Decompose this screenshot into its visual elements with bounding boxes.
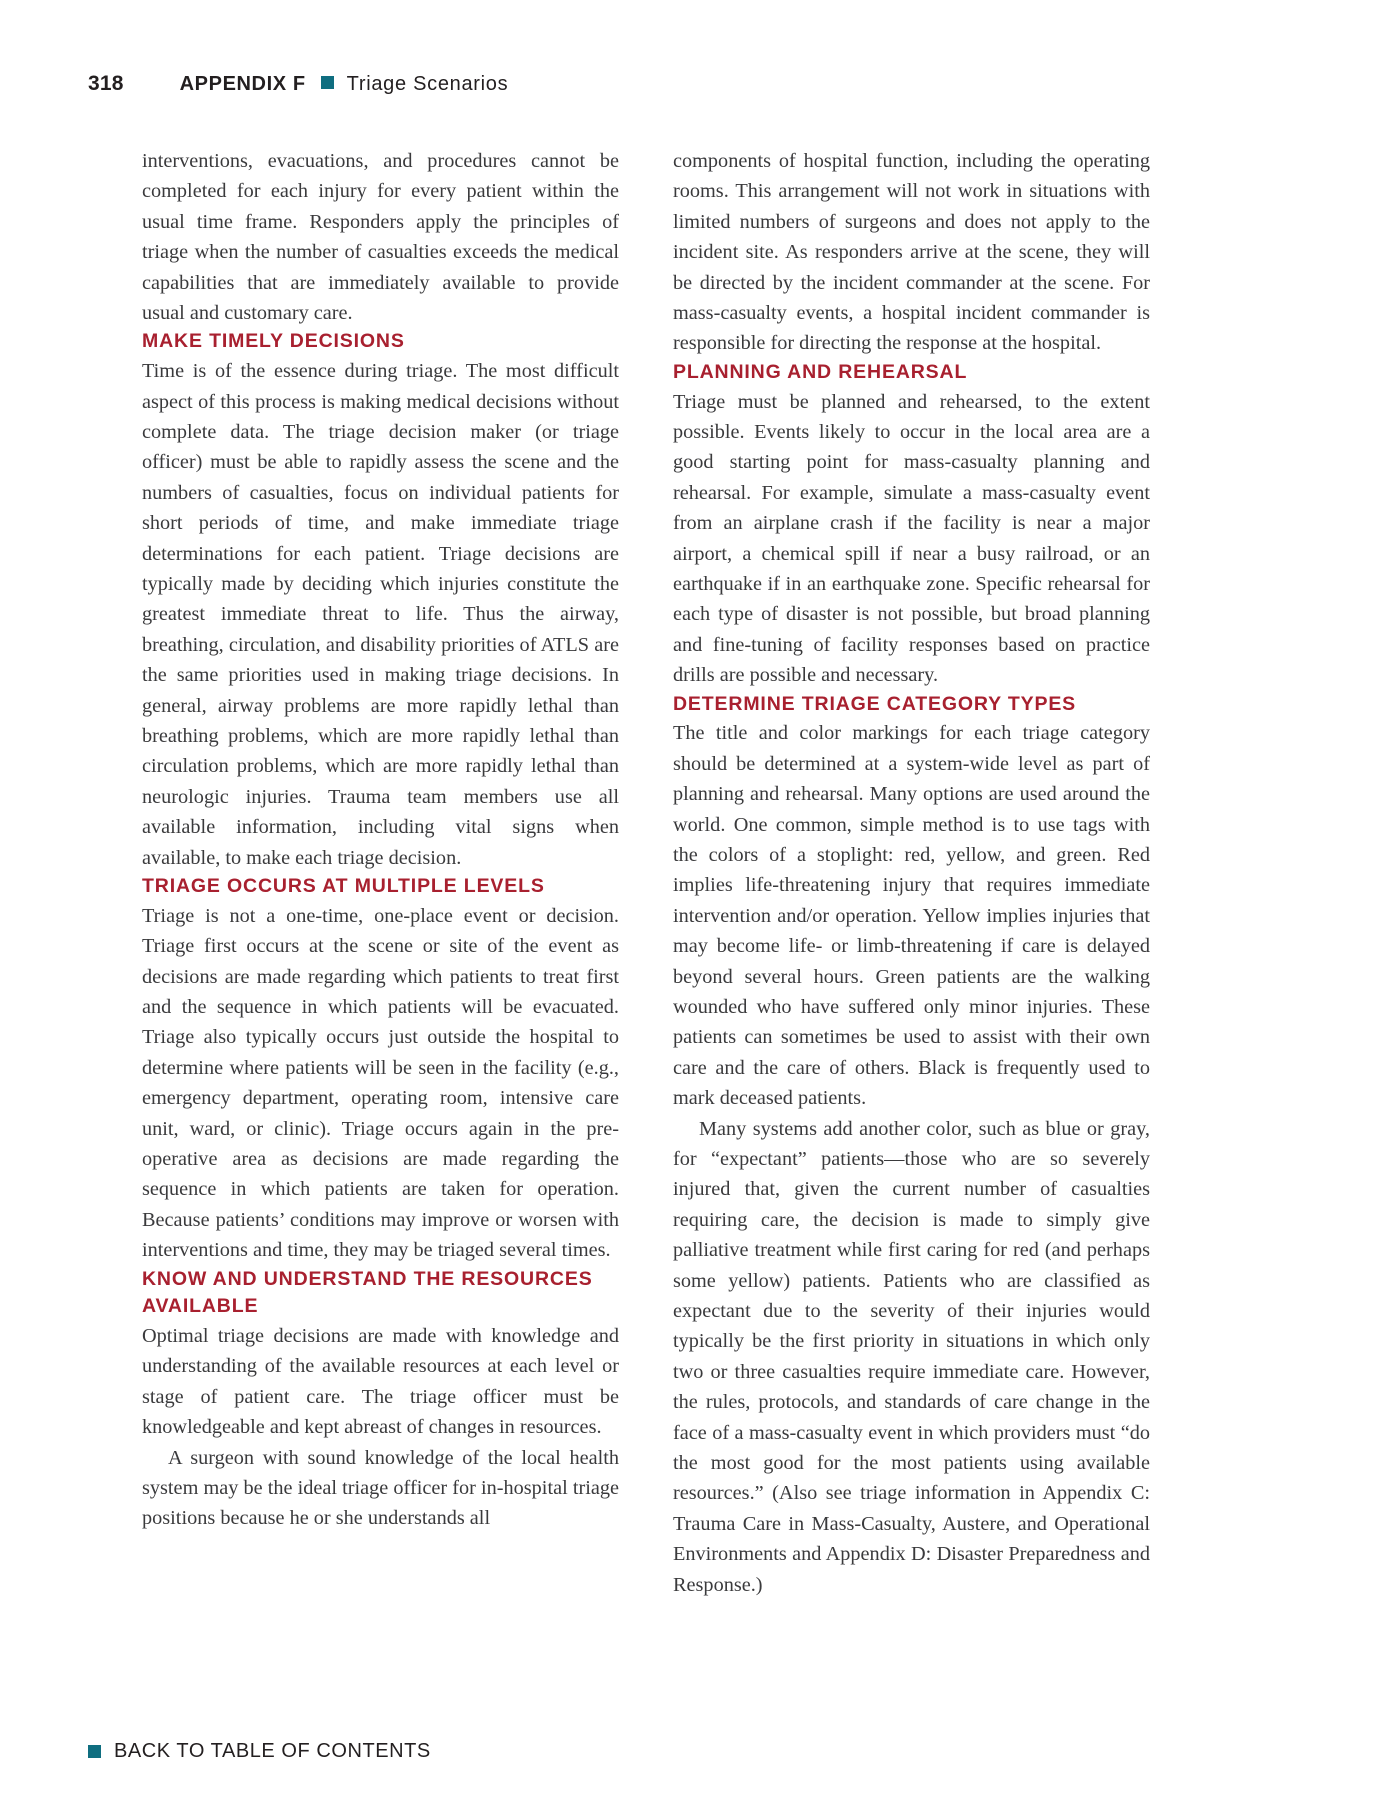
right-column xyxy=(673,146,1150,1600)
paragraph-category-second: Many systems add another color, such as blue or gray, for “expectant” patients—those who are so severely injured that, given the current number of casualties requiring care, the decision is made to simply give palliative treatment while first caring for red (and perhaps some yellow) patients. Patients who are classified as expectant due to the severity of their injuries would typically be the first priority in situations in which only two or three casualties require immediate care. However, the rules, protocols, and standards of care change in the face of a mass-casualty event in which providers must “do the most good for the most patients using available resources.” (Also see triage information in Appendix C: Trauma Care in Mass-Casualty, Austere, and Operational Environments and Appendix D: Disaster Preparedness and Response.) xyxy=(673,1117,1150,1596)
back-to-table-of-contents-link[interactable] xyxy=(88,1740,431,1763)
paragraph-resources-second: A surgeon with sound knowledge of the local health system may be the ideal triage officer for in-hospital triage positions because he or she understands all xyxy=(142,1446,619,1530)
heading-know-resources: KNOW AND UNDERSTAND THE RESOURCES AVAILABLE xyxy=(142,1267,593,1318)
left-column xyxy=(142,146,619,1600)
heading-make-timely-decisions: MAKE TIMELY DECISIONS xyxy=(142,330,405,353)
heading-determine-category: DETERMINE TRIAGE CATEGORY TYPES xyxy=(673,692,1077,715)
running-head xyxy=(88,72,508,96)
paragraph-hospital-function: components of hospital function, including the operating rooms. This arrangement will not work in situations with limited numbers of surgeons and does not apply to the incident site. As responders arrive at the scene, they will be directed by the incident commander at the scene. For mass-casualty events, a hospital incident commander is responsible for directing the response at the hospital. xyxy=(673,150,1150,355)
paragraph-resources-first: Optimal triage decisions are made with knowledge and understanding of the available resources at each level or stage of patient care. The triage officer must be knowledgeable and kept abreast of changes in resources. xyxy=(142,1324,619,1439)
heading-triage-multiple-levels: TRIAGE OCCURS AT MULTIPLE LEVELS xyxy=(142,875,545,898)
running-head-appendix: APPENDIX F xyxy=(179,73,306,95)
heading-planning-rehearsal: PLANNING AND REHEARSAL xyxy=(673,360,968,383)
running-head-title: Triage Scenarios xyxy=(346,73,509,95)
page-number: 318 xyxy=(88,72,124,95)
paragraph-intro: interventions, evacuations, and procedures cannot be completed for each injury for every patient within the usual time frame. Responders apply the principles of triage when the number of casualties exceeds the medical capabilities that are immediately available to provide usual and customary care. xyxy=(142,150,619,325)
paragraph-category-first: The title and color markings for each triage category should be determined at a system-wide level as part of planning and rehearsal. Many options are used around the world. One common, simple method is to use tags with the colors of a stoplight: red, yellow, and green. Red implies life-threatening injury that requires immediate intervention and/or operation. Yellow implies injuries that may become life- or limb-threatening if care is delayed beyond several hours. Green patients are the walking wounded who have suffered only minor injuries. These patients can sometimes be used to assist with their own care and the care of others. Black is frequently used to mark deceased patients. xyxy=(673,722,1150,1110)
teal-square-icon xyxy=(88,1745,101,1758)
footer-label: BACK TO TABLE OF CONTENTS xyxy=(114,1740,431,1762)
two-column-layout xyxy=(142,146,1250,1600)
paragraph-timely-decisions: Time is of the essence during triage. The most difficult aspect of this process is making medical decisions without complete data. The triage decision maker (or triage officer) must be able to rapidly assess the scene and the numbers of casualties, focus on individual patients for short periods of time, and make immediate triage determinations for each patient. Triage decisions are typically made by deciding which injuries constitute the greatest immediate threat to life. Thus the airway, breathing, circulation, and disability priorities of ATLS are the same priorities used in making triage decisions. In general, airway problems are more rapidly lethal than breathing problems, which are more rapidly lethal than circulation problems, which are more rapidly lethal than neurologic injuries. Trauma team members use all available information, including vital signs when available, to make each triage decision. xyxy=(142,360,619,869)
teal-square-icon xyxy=(321,76,334,89)
paragraph-planning: Triage must be planned and rehearsed, to the extent possible. Events likely to occur in the local area are a good starting point for mass-casualty planning and rehearsal. For example, simulate a mass-casualty event from an airplane crash if the facility is near a major airport, a chemical spill if near a busy railroad, or an earthquake if in an earthquake zone. Specific rehearsal for each type of disaster is not possible, but broad planning and fine-tuning of facility responses based on practice drills are possible and necessary. xyxy=(673,390,1150,687)
paragraph-multiple-levels: Triage is not a one-time, one-place event or decision. Triage first occurs at the scene or site of the event as decisions are made regarding which patients to treat first and the sequence in which patients will be evacuated. Triage also typically occurs just outside the hospital to determine where patients will be seen in the facility (e.g., emergency department, operating room, intensive care unit, ward, or clinic). Triage occurs again in the pre-operative area as decisions are made regarding the sequence in which patients are taken for operation. Because patients’ conditions may improve or worsen with interventions and time, they may be triaged several times. xyxy=(142,904,619,1262)
